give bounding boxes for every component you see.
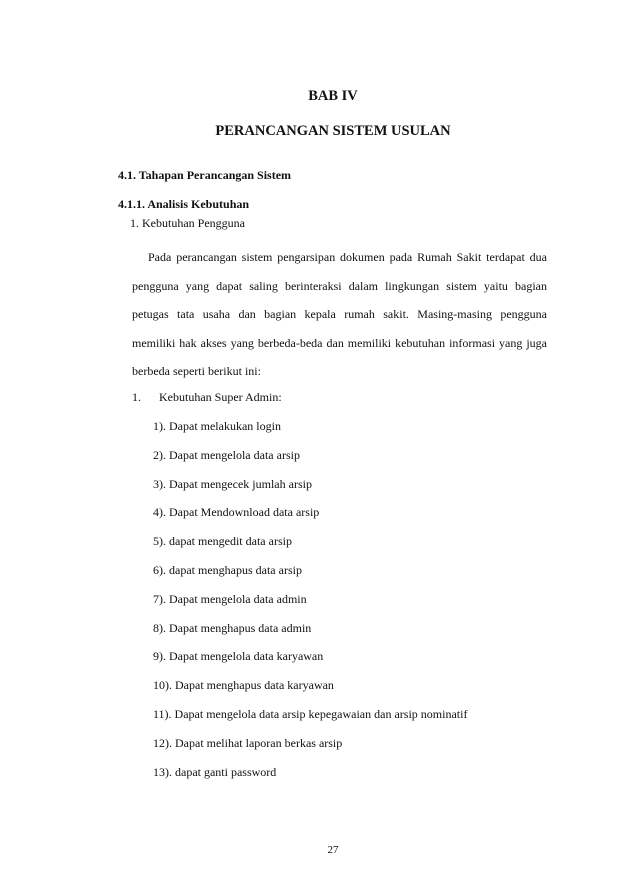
chapter-title: PERANCANGAN SISTEM USULAN xyxy=(215,123,451,139)
paragraph-line: petugas tata usaha dan bagian kepala rumah sakit. Masing-masing pengguna xyxy=(132,307,547,321)
list-item: 1). Dapat melakukan login xyxy=(153,419,281,433)
paragraph-line: berbeda seperti berikut ini: xyxy=(132,364,261,378)
list-item: 3). Dapat mengecek jumlah arsip xyxy=(153,477,312,491)
list-item: 2). Dapat mengelola data arsip xyxy=(153,448,300,462)
list-item: 4). Dapat Mendownload data arsip xyxy=(153,505,320,519)
list-item: 10). Dapat menghapus data karyawan xyxy=(153,678,334,692)
list-heading xyxy=(132,390,282,405)
list-item: 11). Dapat mengelola data arsip kepegawaian dan arsip nominatif xyxy=(153,707,468,721)
paragraph-line: memiliki hak akses yang berbeda-beda dan memiliki kebutuhan informasi yang juga xyxy=(132,335,547,350)
list-item: 9). Dapat mengelola data karyawan xyxy=(153,649,324,663)
list-item: 5). dapat mengedit data arsip xyxy=(153,534,292,548)
body-paragraph xyxy=(132,243,547,386)
paragraph-line: Pada perancangan sistem pengarsipan dokumen pada Rumah Sakit terdapat dua xyxy=(148,250,547,264)
list-item: 8). Dapat menghapus data admin xyxy=(153,621,312,635)
paragraph-line: pengguna yang dapat saling berinteraksi dalam lingkungan sistem yaitu bagian xyxy=(132,278,547,293)
subsection-heading: 4.1.1. Analisis Kebutuhan xyxy=(118,197,250,211)
page-number: 27 xyxy=(327,844,339,856)
list-item: 6). dapat menghapus data arsip xyxy=(153,563,302,577)
list-item: 7). Dapat mengelola data admin xyxy=(153,592,307,606)
chapter-heading: BAB IV xyxy=(308,88,358,104)
section-heading: 4.1. Tahapan Perancangan Sistem xyxy=(118,168,292,182)
list-item: 13). dapat ganti password xyxy=(153,765,277,779)
list-heading-number: 1. xyxy=(132,390,141,404)
list-item: 12). Dapat melihat laporan berkas arsip xyxy=(153,736,343,750)
point-heading: 1. Kebutuhan Pengguna xyxy=(130,216,245,230)
list-heading-text: Kebutuhan Super Admin: xyxy=(159,390,282,404)
